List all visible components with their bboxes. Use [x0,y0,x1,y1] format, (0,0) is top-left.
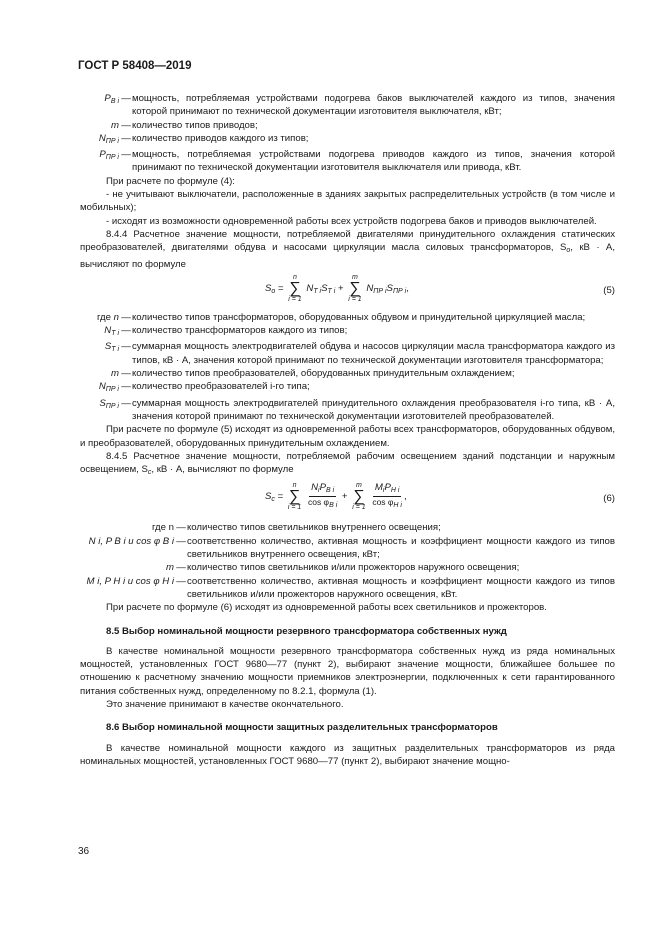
definition-item: N i, P В i и cos φ В i — соответственно количество, активная мощность и коэффициент мощности каждого из типов светильников внутреннего освещения, кВт; [88,535,615,561]
definition-item: $P_{ПР i}$ — мощность, потребляемая устройствами подогрева приводов каждого из типов, значения которой принимают по технической документации изготовителя выключателя или привода, кВт. [99,149,615,174]
definition-item: $S_{ПР i}$ — суммарная мощность электродвигателей принудительного охлаждения преобразователя i-го типа, кВ · А, значения которой принимают по технической документации изготовителей преобразователей. [99,397,615,422]
definition-item: $P_{В i}$ — мощность, потребляемая устройствами подогрева баков выключателей каждого из типов, значения которой принимают по технической документации изготовителя выключателя, кВт; [104,93,615,118]
sum-symbol: m ∑ i = 1 [352,482,366,512]
page-number: 36 [78,846,90,857]
paragraph-8-4-5: 8.4.5 Расчетное значение мощности, потребляемой рабочим освещением зданий подстанции и наружным освещением, $S_с$, кВ · А, вычисляют по формуле [80,450,615,477]
definition-item: $N_{ПР i}$ — количество преобразователей i-го типа; [98,381,310,394]
paragraph-8-4-4: 8.4.4 Расчетное значение мощности, потребляемой двигателями принудительного охлаждения статических преобразователей, двигателями обдува и насосами циркуляции масла силовых трансформаторов, $S_о$, кВ · А, вычисляют по формуле [80,228,615,270]
definition-item: m — количество типов преобразователей, оборудованных принудительным охлаждением; [111,368,515,380]
sum-symbol: m ∑ i = 1 [348,273,362,303]
formula-number: (6) [603,493,615,505]
list-item: - не учитывают выключатели, расположенные в зданиях закрытых распределительных устройств (в том числе и мобильных); [80,189,615,214]
section-title-8-6: 8.6 Выбор номинальной мощности защитных разделительных трансформаторов [106,722,498,734]
formula-6: $S_с$ = n ∑ i = 1 $\frac{N_iP_{В i}}{\cos \varphi_{В i}}$ + m ∑ i = 1 $\frac{M_iP_{Н i}}{\cos \varphi_{Н i}}$ , (6) [265,482,615,512]
sum-symbol: n ∑ i = 1 [287,482,302,512]
list-item: - исходят из возможности одновременной работы всех устройств подогрева баков и приводов выключателей. [106,215,597,227]
fraction: $\frac{M_iP_{Н i}}{\cos \varphi_{Н i}}$ [372,482,402,510]
formula-number: (5) [603,284,615,296]
paragraph: При расчете по формуле (4): [106,175,235,187]
document-header: ГОСТ Р 58408—2019 [78,60,192,72]
definition-item: m — количество типов приводов; [111,119,258,131]
sum-symbol: n ∑ i = 1 [288,273,302,303]
definition-item: M i, P Н i и cos φ Н i — соответственно количество, активная мощность и коэффициент мощности каждого из типов светильников и/или прожекторов наружного освещения, кВт. [86,575,615,600]
paragraph: Это значение принимают в качестве окончательного. [106,698,344,710]
formula-5: $S_о$ = n ∑ i = 1 $N_{T i}S_{T i}$ + m ∑ i = 1 $N_{ПР i}S_{ПР i}$, (5) [265,273,615,303]
paragraph: В качестве номинальной мощности каждого из защитных разделительных трансформаторов из ряда номинальных мощностей, установленных ГОСТ 9680—77 (пункт 2), выбирают значение мощно- [80,742,615,767]
paragraph: При расчете по формуле (6) исходят из одновременной работы всех светильников и прожекторов. [106,602,547,614]
definition-item: m — количество типов светильников и/или прожекторов наружного освещения; [166,562,520,574]
definition-item: где n — количество типов трансформаторов, оборудованных обдувом и принудительной циркуляцией масла; [96,311,586,323]
fraction: $\frac{N_iP_{В i}}{\cos \varphi_{В i}}$ [307,482,338,510]
definition-item: $N_{ПР i}$ — количество приводов каждого из типов; [98,132,309,145]
definition-item: где n — количество типов светильников внутреннего освещения; [151,522,441,534]
section-title-8-5: 8.5 Выбор номинальной мощности резервного трансформатора собственных нужд [106,625,507,637]
definition-item: $N_{T i}$ — количество трансформаторов каждого из типов; [104,325,348,338]
definition-item: $S_{T i}$ — суммарная мощность электродвигателей обдува и насосов циркуляции масла трансформатора каждого из типов, кВ · А, значения которой принимают по технической документации изготовителя трансформатора; [104,341,615,366]
paragraph: При расчете по формуле (5) исходят из одновременной работы всех трансформаторов, оборудованных обдувом, и преобразователей, оборудованных принудительным охлаждением. [80,424,615,449]
paragraph: В качестве номинальной мощности резервного трансформатора собственных нужд из ряда номинальных мощностей, установленных ГОСТ 9680—77 (пункт 2), выбирают значение мощности, ближайшее большее по отношению к расчетному значению мощности приемников электроэнергии, подключенных к сети гарантированного питания собственных нужд, определенному по 8.2.1, формула (1). [80,645,615,697]
document-body [80,92,615,768]
